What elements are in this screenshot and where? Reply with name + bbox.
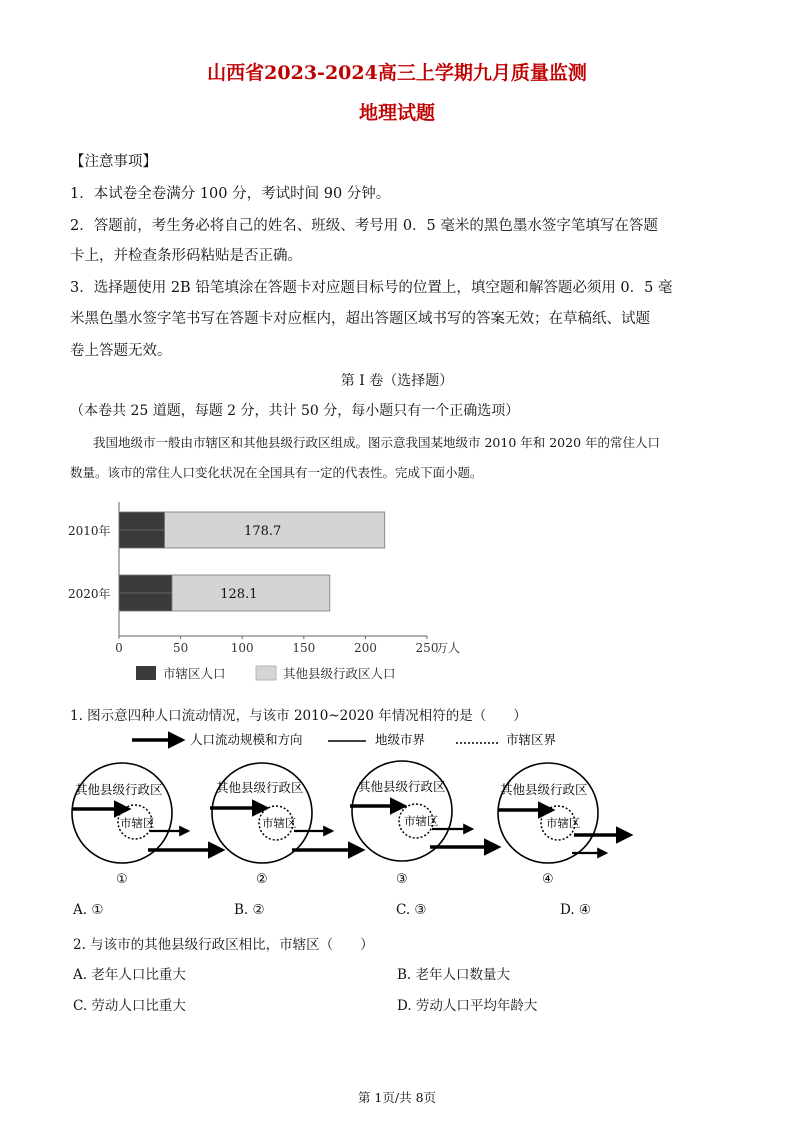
question-2-option-d[interactable]: D. 劳动人口平均年龄大: [397, 998, 538, 1014]
category-label-1: 2020年: [68, 587, 111, 601]
section-description: （本卷共 25 道题，每题 2 分，共计 50 分，每小题只有一个正确选项）: [70, 403, 520, 419]
passage-line-1: 我国地级市一般由市辖区和其他县级行政区组成。图示意我国某地级市 2010 年和 2020 年的常住人口: [93, 435, 661, 450]
population-chart: [60, 498, 500, 688]
question-2-stem: 2. 与该市的其他县级行政区相比，市辖区（ ）: [73, 937, 374, 953]
section-title: 第 I 卷（选择题）: [340, 373, 454, 389]
category-label-0: 2010年: [68, 524, 111, 538]
data-label-1: 128.1: [220, 587, 258, 602]
x-tick-label-0: 0: [115, 641, 123, 655]
notice-item-2-line-2: 卡上，并检查条形码粘贴是否正确。: [70, 248, 302, 264]
panel-4-number: ④: [542, 872, 554, 887]
flow-panel-2: [210, 763, 362, 887]
panel-1-number: ①: [116, 872, 128, 887]
question-1-option-d[interactable]: D. ④: [560, 902, 592, 918]
passage-line-2: 数量。该市的常住人口变化状况在全国具有一定的代表性。完成下面小题。: [70, 465, 483, 480]
panel-3-outer-label: 其他县级行政区: [358, 779, 446, 794]
question-2-option-c[interactable]: C. 劳动人口比重大: [73, 998, 186, 1014]
notice-heading: 【注意事项】: [70, 154, 157, 170]
panel-3-inner-label: 市辖区: [404, 814, 439, 828]
x-tick-label-1: 50: [172, 641, 189, 655]
question-2-option-a[interactable]: A. 老年人口比重大: [73, 967, 186, 983]
question-1-option-c[interactable]: C. ③: [396, 902, 427, 918]
notice-item-3-line-3: 卷上答题无效。: [70, 343, 172, 359]
exam-title: 山西省2023-2024高三上学期九月质量监测: [207, 62, 587, 84]
flow-panel-1: [72, 763, 222, 887]
question-1-option-b[interactable]: B. ②: [234, 902, 265, 918]
notice-item-3-line-2: 米黑色墨水签字笔书写在答题卡对应框内，超出答题区域书写的答案无效；在草稿纸、试题: [70, 311, 650, 327]
legend-flow-label: 人口流动规模和方向: [190, 732, 303, 747]
panel-2-outer-label: 其他县级行政区: [216, 780, 304, 795]
x-tick-label-3: 150: [292, 641, 316, 655]
data-label-0: 178.7: [244, 524, 282, 539]
panel-4-outer-label: 其他县级行政区: [500, 782, 588, 797]
panel-2-number: ②: [256, 872, 268, 887]
x-tick-label-5: 250: [415, 641, 439, 655]
x-tick-label-2: 100: [230, 641, 254, 655]
legend-city-border-label: 地级市界: [375, 732, 426, 747]
notice-item-1: 1．本试卷全卷满分 100 分，考试时间 90 分钟。: [70, 186, 391, 202]
question-1-stem: 1. 图示意四种人口流动情况，与该市 2010~2020 年情况相符的是（ ）: [70, 708, 527, 724]
panel-1-inner-label: 市辖区: [120, 816, 155, 830]
flow-diagram: [70, 727, 710, 892]
exam-subtitle: 地理试题: [358, 102, 435, 124]
page-footer: 第 1页/共 8页: [357, 1090, 437, 1105]
panel-2-inner-label: 市辖区: [262, 816, 297, 830]
panel-1-outer-label: 其他县级行政区: [75, 782, 163, 797]
panel-4-inner-label: 市辖区: [546, 816, 581, 830]
x-tick-label-4: 200: [353, 641, 377, 655]
question-2-option-b[interactable]: B. 老年人口数量大: [397, 967, 511, 983]
notice-item-3-line-1: 3．选择题使用 2B 铅笔填涂在答题卡对应题目标号的位置上，填空题和解答题必须用 0．5 毫: [70, 280, 673, 296]
notice-item-2-line-1: 2．答题前，考生务必将自己的姓名、班级、考号用 0．5 毫米的黑色墨水签字笔填写在答题: [70, 218, 658, 234]
question-1-option-a[interactable]: A. ①: [73, 902, 104, 918]
x-unit-label: 万人: [436, 641, 461, 655]
legend-swatch-0: [136, 666, 156, 680]
flow-panel-3: [350, 761, 498, 887]
panel-3-number: ③: [396, 872, 408, 887]
flow-panel-4: [498, 763, 630, 887]
legend-label-1: 其他县级行政区人口: [283, 666, 396, 681]
legend-district-border-label: 市辖区界: [506, 732, 557, 747]
legend-label-0: 市辖区人口: [163, 666, 226, 681]
legend-swatch-1: [256, 666, 276, 680]
